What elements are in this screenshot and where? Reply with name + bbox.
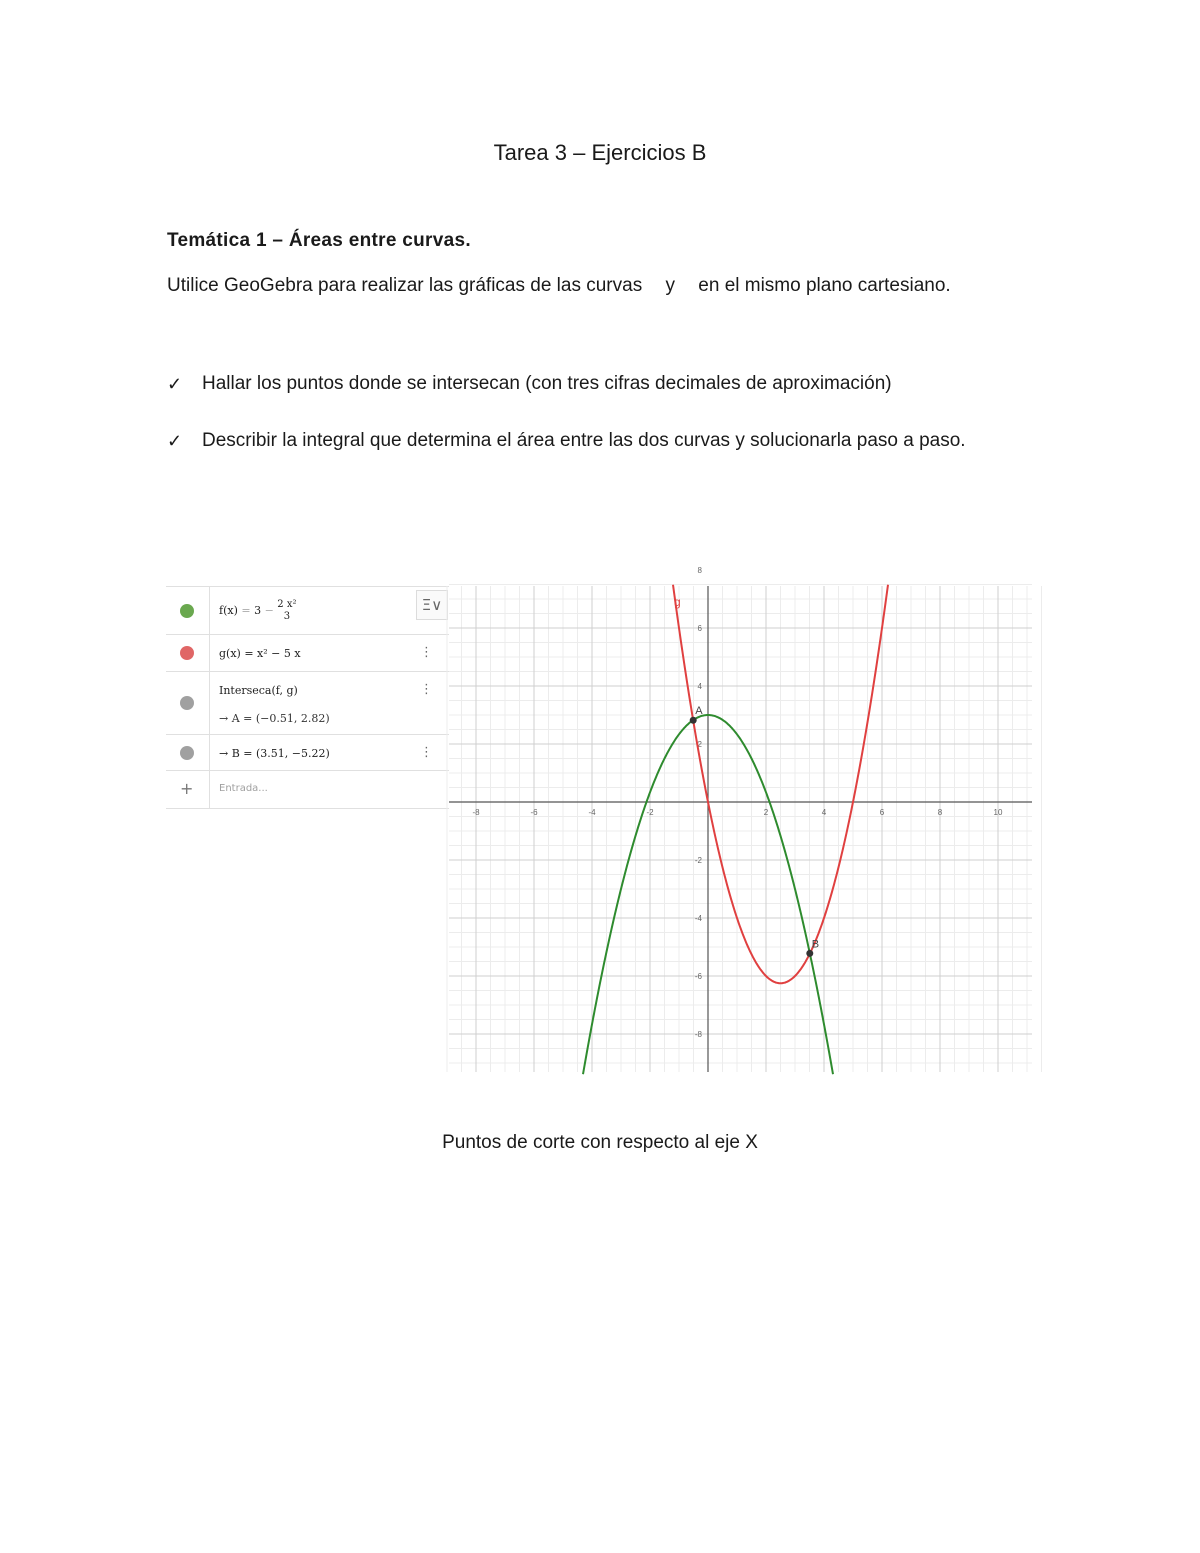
- more-menu-icon[interactable]: ⋮: [420, 682, 433, 697]
- checklist-item: [167, 370, 1027, 398]
- y-tick-label: 8: [697, 566, 702, 575]
- point-label-b: B: [811, 938, 820, 951]
- curve-label-g: g: [674, 595, 681, 609]
- section-heading: Temática 1 – Áreas entre curvas.: [167, 230, 471, 251]
- intro-conjunction: y: [665, 275, 675, 296]
- x-tick-label: 8: [937, 808, 943, 817]
- y-tick-label: 2: [697, 740, 702, 749]
- y-tick-label: -8: [694, 1030, 702, 1039]
- check-icon: ✓: [167, 374, 183, 394]
- algebra-row-g[interactable]: [166, 634, 449, 672]
- y-tick-label: 6: [697, 624, 702, 633]
- plus-icon[interactable]: +: [180, 779, 194, 798]
- x-tick-label: 6: [879, 808, 885, 817]
- y-tick-label: -6: [694, 972, 702, 981]
- algebra-view: [166, 586, 449, 808]
- x-tick-label: 4: [821, 808, 827, 817]
- intro-text-2: en el mismo plano cartesiano.: [698, 275, 951, 296]
- x-tick-label: 10: [993, 808, 1003, 817]
- intro-paragraph: [167, 272, 1017, 300]
- more-menu-icon[interactable]: ⋮: [420, 745, 433, 760]
- y-tick-label: -2: [694, 856, 702, 865]
- point-a-value: → A = (−0.51, 2.82): [219, 712, 330, 725]
- check-icon: ✓: [167, 431, 183, 451]
- algebra-row-intersect[interactable]: [166, 671, 449, 735]
- document-title: Tarea 3 – Ejercicios B: [493, 140, 707, 165]
- y-tick-label: -4: [694, 914, 702, 923]
- intro-text-1: Utilice GeoGebra para realizar las gráficas de las curvas: [167, 275, 643, 296]
- geogebra-screenshot: [166, 566, 1032, 1072]
- input-bar[interactable]: [166, 770, 449, 809]
- view-toggle-icon[interactable]: Ξ∨: [416, 590, 448, 620]
- input-placeholder[interactable]: Entrada...: [219, 783, 268, 794]
- x-tick-label: -8: [472, 808, 480, 817]
- more-menu-icon[interactable]: ⋮: [420, 645, 433, 660]
- checklist-item: [167, 427, 1027, 455]
- x-tick-label: 2: [763, 808, 769, 817]
- intersection-point-a: [690, 717, 697, 724]
- visibility-dot-g[interactable]: [180, 646, 194, 660]
- visibility-dot-intersect[interactable]: [180, 696, 194, 710]
- expression-intersect[interactable]: Interseca(f, g): [219, 684, 298, 697]
- visibility-dot-f[interactable]: [180, 604, 194, 618]
- visibility-dot-b[interactable]: [180, 746, 194, 760]
- x-tick-label: -4: [588, 808, 596, 817]
- checklist-item-text: Hallar los puntos donde se intersecan (con tres cifras decimales de aproximación): [202, 373, 892, 394]
- x-tick-label: -2: [646, 808, 654, 817]
- point-label-a: A: [695, 705, 703, 718]
- algebra-row-point-b[interactable]: [166, 734, 449, 771]
- expression-g[interactable]: g(x) = x² − 5 x: [219, 647, 301, 660]
- point-b-value[interactable]: → B = (3.51, −5.22): [219, 747, 330, 760]
- expression-f[interactable]: f(x) = 3 − 2 x² 3: [219, 599, 297, 622]
- checklist-item-text: Describir la integral que determina el área entre las dos curvas y solucionarla paso a paso.: [202, 430, 966, 451]
- figure-caption: Puntos de corte con respecto al eje X: [442, 1132, 758, 1153]
- y-tick-label: 4: [697, 682, 702, 691]
- graphics-view[interactable]: [449, 566, 1032, 1072]
- intersection-point-b: [806, 950, 813, 957]
- algebra-row-f[interactable]: [166, 586, 449, 635]
- x-tick-label: -6: [530, 808, 538, 817]
